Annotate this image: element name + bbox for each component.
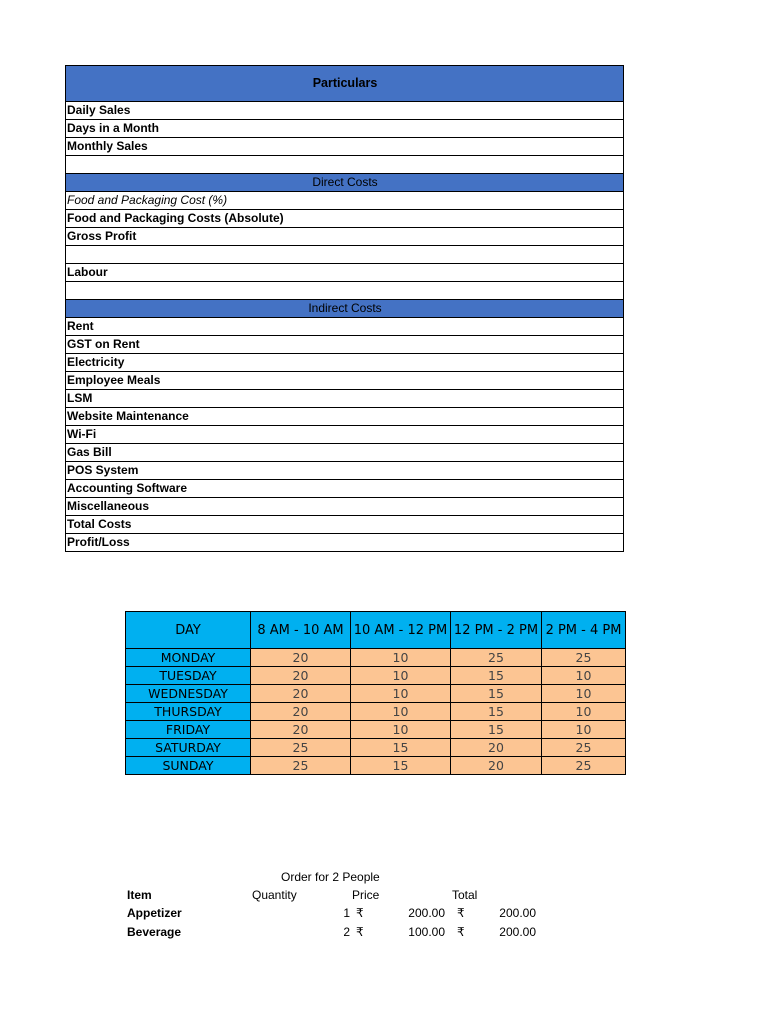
time-slot-header[interactable]: 2 PM - 4 PM [542, 612, 626, 649]
particulars-cell[interactable]: Days in a Month [66, 120, 624, 138]
particulars-cell[interactable]: Labour [66, 264, 624, 282]
order-price-header: Price [352, 888, 380, 902]
schedule-value-cell[interactable]: 10 [351, 721, 451, 739]
particulars-row [66, 210, 624, 228]
schedule-value-cell[interactable]: 20 [251, 649, 351, 667]
day-cell[interactable]: SATURDAY [126, 739, 251, 757]
particulars-row [66, 372, 624, 390]
schedule-header-row [126, 612, 626, 649]
particulars-table [65, 65, 624, 552]
schedule-row [126, 649, 626, 667]
order-row-1-price-currency: ₹ [356, 925, 364, 939]
schedule-value-cell[interactable]: 10 [542, 721, 626, 739]
order-title: Order for 2 People [281, 870, 380, 884]
schedule-value-cell[interactable]: 10 [351, 703, 451, 721]
day-column-header[interactable]: DAY [126, 612, 251, 649]
day-cell[interactable]: SUNDAY [126, 757, 251, 775]
particulars-row [66, 156, 624, 174]
particulars-row [66, 102, 624, 120]
schedule-value-cell[interactable]: 20 [251, 685, 351, 703]
particulars-cell[interactable]: Rent [66, 318, 624, 336]
day-cell[interactable]: TUESDAY [126, 667, 251, 685]
particulars-cell[interactable]: Food and Packaging Costs (Absolute) [66, 210, 624, 228]
particulars-cell[interactable]: Food and Packaging Cost (%) [66, 192, 624, 210]
order-row-0-quantity: 1 [343, 906, 350, 920]
particulars-cell[interactable]: Daily Sales [66, 102, 624, 120]
schedule-value-cell[interactable]: 20 [251, 703, 351, 721]
particulars-row [66, 246, 624, 264]
day-cell[interactable]: FRIDAY [126, 721, 251, 739]
particulars-cell[interactable] [66, 282, 624, 300]
particulars-cell[interactable]: Employee Meals [66, 372, 624, 390]
order-total-header: Total [452, 888, 478, 902]
schedule-value-cell[interactable]: 15 [351, 757, 451, 775]
particulars-row [66, 138, 624, 156]
schedule-value-cell[interactable]: 15 [351, 739, 451, 757]
particulars-cell[interactable] [66, 156, 624, 174]
particulars-header-row [66, 66, 624, 102]
schedule-row [126, 757, 626, 775]
order-row-0-price: 200.00 [408, 906, 445, 920]
particulars-row [66, 192, 624, 210]
order-item-header: Item [127, 888, 152, 902]
schedule-value-cell[interactable]: 20 [451, 739, 542, 757]
particulars-cell[interactable]: Wi-Fi [66, 426, 624, 444]
order-row-1-quantity: 2 [343, 925, 350, 939]
order-row-1-price: 100.00 [408, 925, 445, 939]
particulars-cell[interactable] [66, 246, 624, 264]
particulars-row [66, 264, 624, 282]
schedule-value-cell[interactable]: 25 [542, 649, 626, 667]
day-cell[interactable]: WEDNESDAY [126, 685, 251, 703]
schedule-value-cell[interactable]: 15 [451, 703, 542, 721]
schedule-value-cell[interactable]: 25 [542, 739, 626, 757]
schedule-value-cell[interactable]: 20 [451, 757, 542, 775]
particulars-cell[interactable]: Miscellaneous [66, 498, 624, 516]
schedule-row [126, 739, 626, 757]
day-cell[interactable]: MONDAY [126, 649, 251, 667]
schedule-value-cell[interactable]: 15 [451, 721, 542, 739]
section-header-cell[interactable]: Direct Costs [66, 174, 624, 192]
particulars-cell[interactable]: Gas Bill [66, 444, 624, 462]
particulars-row [66, 174, 624, 192]
particulars-row [66, 534, 624, 552]
particulars-cell[interactable]: Total Costs [66, 516, 624, 534]
particulars-row [66, 462, 624, 480]
particulars-row [66, 336, 624, 354]
order-row-0-total-currency: ₹ [457, 906, 465, 920]
particulars-row [66, 408, 624, 426]
order-row-0-price-currency: ₹ [356, 906, 364, 920]
particulars-row [66, 318, 624, 336]
particulars-row [66, 282, 624, 300]
schedule-value-cell[interactable]: 15 [451, 685, 542, 703]
particulars-cell[interactable]: LSM [66, 390, 624, 408]
schedule-row [126, 721, 626, 739]
schedule-row [126, 685, 626, 703]
particulars-cell[interactable]: GST on Rent [66, 336, 624, 354]
order-row-0-total: 200.00 [499, 906, 536, 920]
particulars-cell[interactable]: Website Maintenance [66, 408, 624, 426]
schedule-value-cell[interactable]: 20 [251, 667, 351, 685]
schedule-row [126, 667, 626, 685]
particulars-row [66, 516, 624, 534]
particulars-row [66, 120, 624, 138]
schedule-value-cell[interactable]: 20 [251, 721, 351, 739]
particulars-cell[interactable]: Accounting Software [66, 480, 624, 498]
particulars-row [66, 390, 624, 408]
particulars-cell[interactable]: Profit/Loss [66, 534, 624, 552]
order-row-1-item: Beverage [127, 925, 182, 939]
order-row-0-item: Appetizer [127, 906, 182, 920]
time-slot-header[interactable]: 8 AM - 10 AM [251, 612, 351, 649]
particulars-row [66, 228, 624, 246]
order-quantity-header: Quantity [252, 888, 297, 902]
schedule-value-cell[interactable]: 25 [451, 649, 542, 667]
time-slot-header[interactable]: 12 PM - 2 PM [451, 612, 542, 649]
particulars-row [66, 444, 624, 462]
schedule-table [125, 611, 626, 775]
schedule-value-cell[interactable]: 10 [542, 667, 626, 685]
particulars-cell[interactable]: POS System [66, 462, 624, 480]
day-cell[interactable]: THURSDAY [126, 703, 251, 721]
particulars-row [66, 498, 624, 516]
schedule-value-cell[interactable]: 10 [542, 703, 626, 721]
schedule-value-cell[interactable]: 25 [251, 739, 351, 757]
particulars-header[interactable]: Particulars [66, 66, 624, 102]
particulars-row [66, 354, 624, 372]
particulars-row [66, 300, 624, 318]
schedule-value-cell[interactable]: 10 [351, 649, 451, 667]
schedule-row [126, 703, 626, 721]
order-row-1-total: 200.00 [499, 925, 536, 939]
section-header-cell[interactable]: Indirect Costs [66, 300, 624, 318]
particulars-cell[interactable]: Gross Profit [66, 228, 624, 246]
particulars-row [66, 426, 624, 444]
schedule-value-cell[interactable]: 10 [351, 667, 451, 685]
time-slot-header[interactable]: 10 AM - 12 PM [351, 612, 451, 649]
particulars-cell[interactable]: Electricity [66, 354, 624, 372]
schedule-value-cell[interactable]: 25 [251, 757, 351, 775]
schedule-value-cell[interactable]: 15 [451, 667, 542, 685]
order-row-1-total-currency: ₹ [457, 925, 465, 939]
particulars-row [66, 480, 624, 498]
schedule-value-cell[interactable]: 25 [542, 757, 626, 775]
schedule-value-cell[interactable]: 10 [542, 685, 626, 703]
particulars-cell[interactable]: Monthly Sales [66, 138, 624, 156]
schedule-value-cell[interactable]: 10 [351, 685, 451, 703]
